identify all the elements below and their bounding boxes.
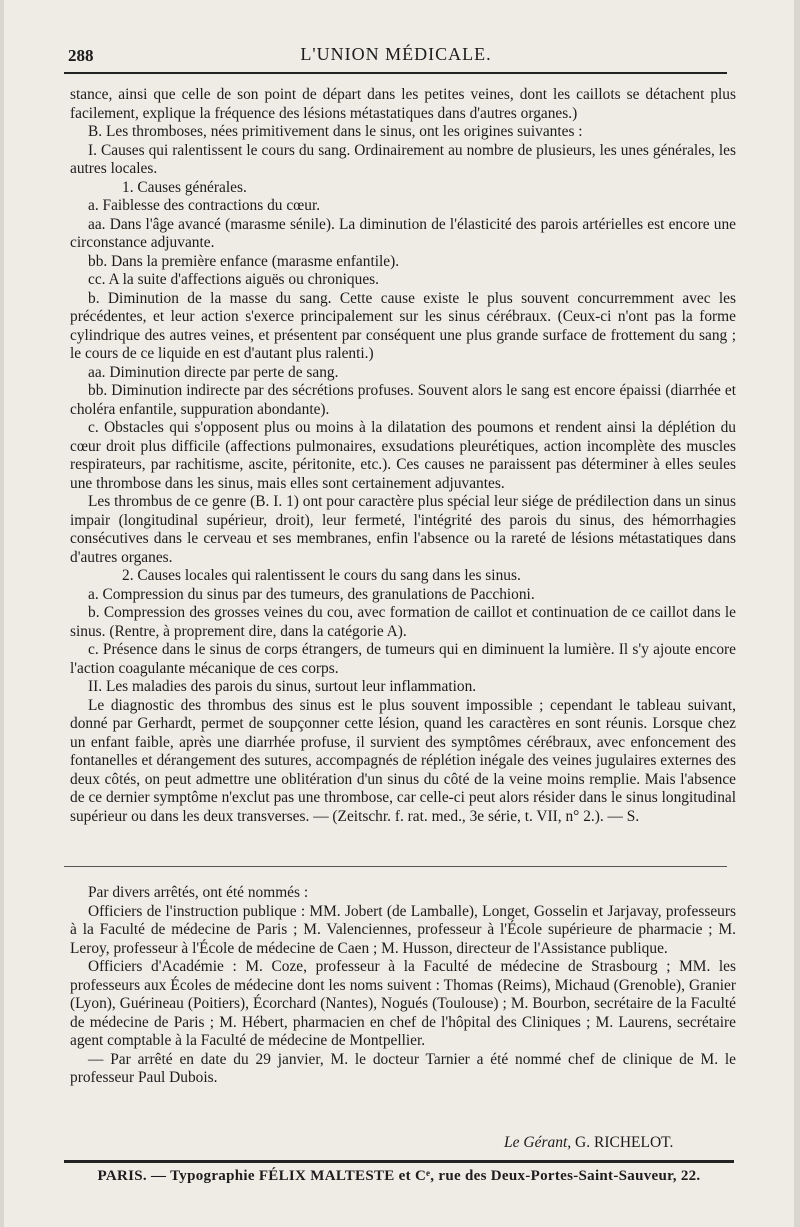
announcement: Officiers d'Académie : M. Coze, professeur à la Faculté de médecine de Strasbourg ; MM. les professeurs aux Écoles de médecine dont les noms suivent : Thomas (Reims), Michaud (Grenoble), Granier (Lyon), Guérineau (Poitiers), Écorchard (Nantes), Nogués (Toulouse) ; M. Bourbon, secrétaire de la Faculté de médecine de Paris ; M. Hébert, pharmacien en chef de l'hôpital des Cliniques ; M. Laurens, secrétaire agent comptable à la Faculté de médecine de Montpellier.	[70, 958, 736, 1049]
list-item: b. Compression des grosses veines du cou, avec formation de caillot et continuation de ce caillot dans le sinus. (Rentre, à proprement dire, dans la catégorie A).	[70, 604, 736, 640]
footer-rule	[64, 1160, 734, 1163]
subheading: 2. Causes locales qui ralentissent le cours du sang dans les sinus.	[122, 567, 521, 584]
list-item: bb. Dans la première enfance (marasme enfantile).	[88, 252, 400, 270]
paragraph: Le diagnostic des thrombus des sinus est le plus souvent impossible ; cependant le tableau suivant, donné par Gerhardt, permet de soupçonner cette lésion, quand les caractères en sont réunis. Lorsque chez un enfant faible, après une diarrhée profuse, il survient des symptômes cérébraux, avec enfoncement des fontanelles et dérangement des sutures, accompagnés de réplétion inégale des veines jugulaires externes des deux côtés, on peut admettre une oblitération d'un sinus du côté de la veine moins remplie. Mais l'absence de ce dernier symptôme n'exclut pas une thrombose, car celle-ci peut alors résider dans le sinus longitudinal supérieur ou dans les deux transverses. — (Zeitschr. f. rat. med., 3e série, t. VII, n° 2.). — S.	[70, 696, 736, 825]
list-item: c. Présence dans le sinus de corps étrangers, de tumeurs qui en diminuent la lumière. Il s'y ajoute encore l'action coagulante mécanique de ces corps.	[70, 641, 736, 677]
printer-imprint: PARIS. — Typographie FÉLIX MALTESTE et Cᵉ, rue des Deux-Portes-Saint-Sauveur, 22.	[97, 1168, 701, 1184]
journal-title: L'UNION MÉDICALE.	[300, 44, 492, 64]
paragraph: II. Les maladies des parois du sinus, surtout leur inflammation.	[88, 678, 477, 695]
page-number: 288	[68, 46, 94, 65]
section-divider	[64, 866, 727, 867]
running-header	[66, 40, 726, 68]
list-item: a. Compression du sinus par des tumeurs, des granulations de Pacchioni.	[88, 585, 535, 603]
gerant-signature	[504, 1134, 673, 1152]
announcement: — Par arrêté en date du 29 janvier, M. le docteur Tarnier a été nommé chef de clinique de M. le professeur Paul Dubois.	[70, 1050, 736, 1086]
subheading: 1. Causes générales.	[122, 178, 247, 196]
list-item: aa. Diminution directe par perte de sang.	[88, 363, 339, 381]
announcement: Par divers arrêtés, ont été nommés :	[88, 884, 309, 901]
page	[4, 0, 794, 1227]
list-item: bb. Diminution indirecte par des sécrétions profuses. Souvent alors le sang est encore épaissi (diarrhée et choléra enfantile, suppuration abondante).	[70, 382, 736, 418]
list-item: a. Faiblesse des contractions du cœur.	[88, 197, 321, 214]
gerant-name: G. RICHELOT.	[575, 1134, 674, 1151]
paragraph: b. Diminution de la masse du sang. Cette cause existe le plus souvent concurremment avec les précédentes, et leur action s'exerce principalement sur les sinus cérébraux. (Ceux-ci n'ont pas la forme cylindrique des autres veines, et présentent par conséquent une plus grande surface de frottement du sang ; le cours de ce liquide en est d'autant plus ralenti.)	[70, 289, 736, 362]
list-item: cc. A la suite d'affections aiguës ou chroniques.	[88, 271, 379, 288]
paragraph: stance, ainsi que celle de son point de départ dans les petites veines, dont les caillots se détachent plus facilement, explique la fréquence des lésions métastatiques dans d'autres organes.)	[70, 86, 736, 122]
header-rule	[64, 72, 727, 74]
paragraph: I. Causes qui ralentissent le cours du sang. Ordinairement au nombre de plusieurs, les unes générales, les autres locales.	[70, 141, 736, 177]
announcement: Officiers de l'instruction publique : MM. Jobert (de Lamballe), Longet, Gosselin et Jarjavay, professeurs à la Faculté de médecine de Paris ; M. Valenciennes, professeur à l'École supérieure de pharmacie ; M. Leroy, professeur à l'École de médecine de Caen ; M. Husson, directeur de l'Assistance publique.	[70, 902, 736, 957]
list-item: aa. Dans l'âge avancé (marasme sénile). La diminution de l'élasticité des parois artérielles est encore une circonstance adjuvante.	[70, 215, 736, 251]
paragraph: B. Les thromboses, nées primitivement dans le sinus, ont les origines suivantes :	[88, 123, 583, 140]
announcements	[70, 884, 736, 1088]
gerant-label: Le Gérant,	[504, 1134, 572, 1151]
article-body	[70, 86, 736, 826]
paragraph: c. Obstacles qui s'opposent plus ou moins à la dilatation des poumons et rendent ainsi la déplétion du cœur droit plus difficile (affections pulmonaires, exsudations pleurétiques, action incomplète des muscles respirateurs, par rachitisme, ascite, péritonite, etc.). Ces causes ne paraissent pas déterminer à elles seules une thrombose dans les sinus, mais elles sont certainement adjuvantes.	[70, 419, 736, 492]
paragraph: Les thrombus de ce genre (B. I. 1) ont pour caractère plus spécial leur siége de prédilection dans un sinus impair (longitudinal supérieur, droit), leur fermeté, l'intégrité des parois du sinus, des hémorrhagies consécutives dans le cerveau et ses membranes, enfin l'absence ou la rareté de lésions métastatiques dans d'autres organes.	[70, 493, 736, 566]
